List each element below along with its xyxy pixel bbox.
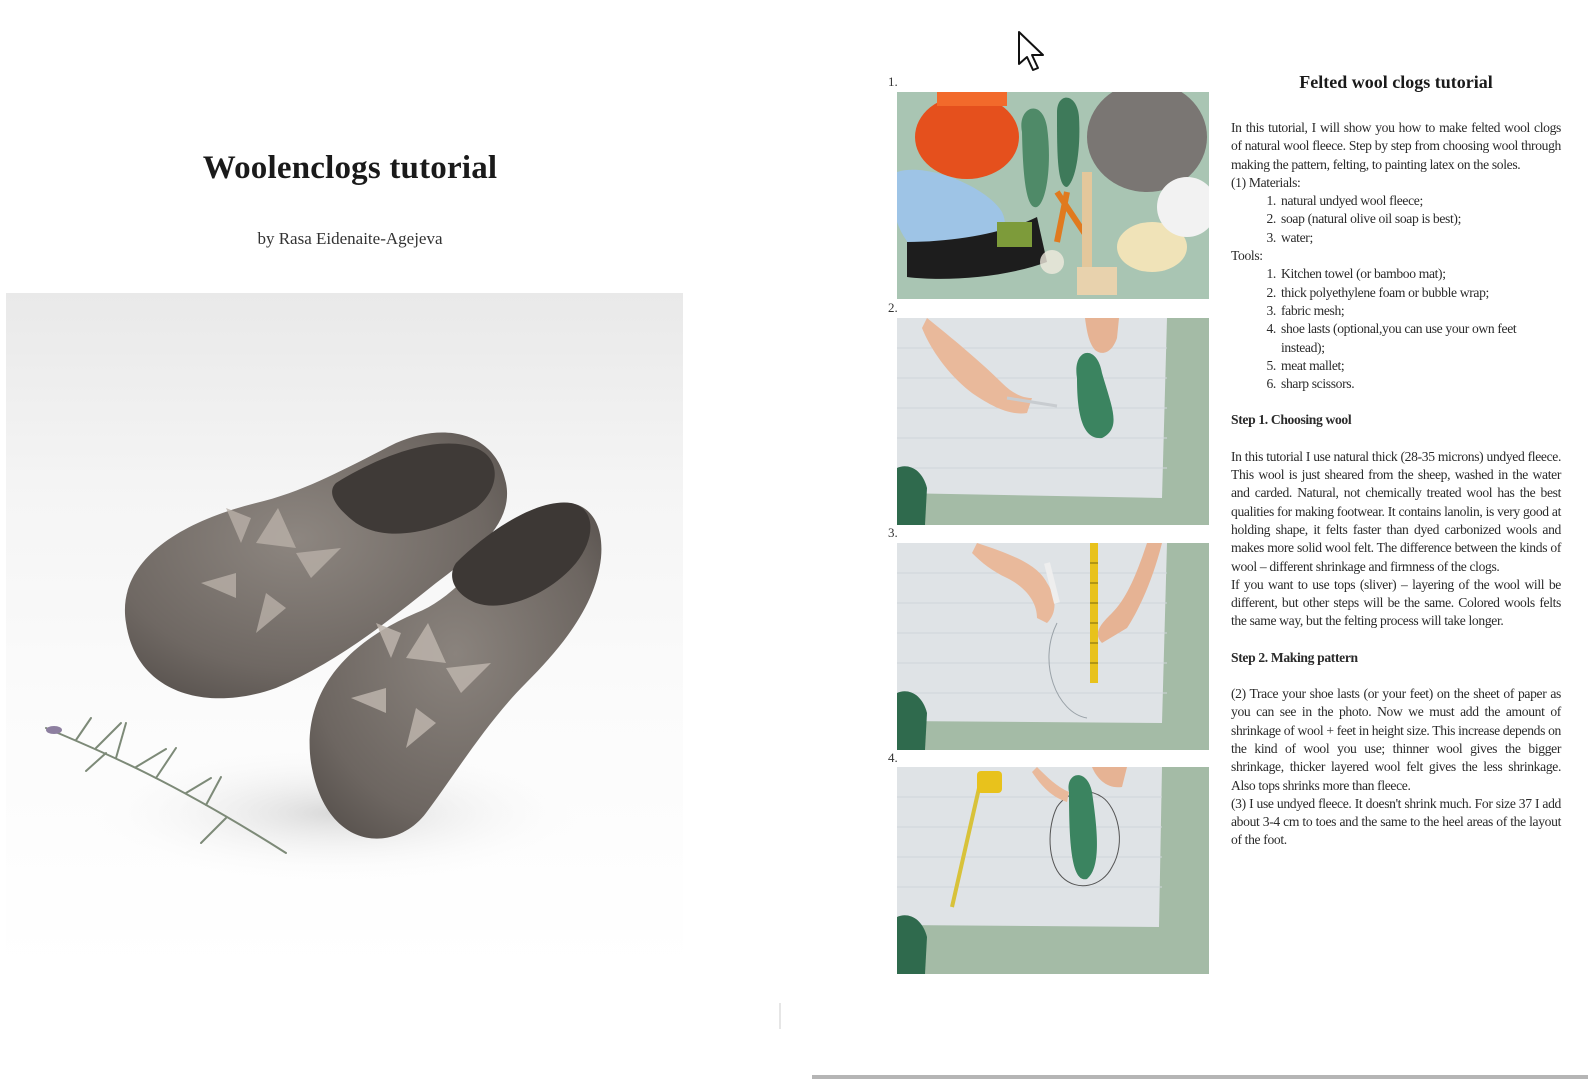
step-number: 2. [888,300,898,315]
step2-paragraph: (2) Trace your shoe lasts (or your feet) on the sheet of paper as you can see in the photo. Now we must add the amount of shrinkage of wool + feet in height size. This increase depends on the kind of wool you use; thinner wool gives the bigger shrinkage, thicker layered wool felt gives the less shrinkage. Also tops shrinks more than fleece. [1231,686,1561,793]
list-item: 6. sharp scissors. [1279,375,1561,393]
list-item: 3. fabric mesh; [1279,302,1561,320]
mouse-cursor-icon [1017,30,1045,74]
materials-list [1231,192,1561,247]
tracing-photo [897,318,1209,525]
materials-label: (1) Materials: [1231,174,1301,190]
step1-heading: Step 1. Choosing wool [1231,412,1352,428]
intro-paragraph: In this tutorial, I will show you how to make felted wool clogs of natural wool fleece. Step by step from choosing wool through making the pattern, felting, to painting latex on the soles. [1231,120,1561,172]
tools-label: Tools: [1231,248,1263,264]
cover-page [0,0,790,1081]
cover-title: Woolenclogs tutorial [202,150,498,186]
step1-paragraph-2: If you want to use tops (sliver) – layering of the wool will be different, but other steps will be the same. Colored wools felts the same way, but the felting process will take longer. [1231,576,1561,629]
step-number: 4. [888,750,898,765]
measuring-photo [897,543,1209,750]
page-bottom-edge [812,1075,1588,1079]
step2-paragraph-2: (3) I use undyed fleece. It doesn't shrink much. For size 37 I add about 3-4 cm to toes and the same to the heel areas of the layout of the foot. [1231,795,1561,848]
page-separator [779,1003,781,1029]
doc-title: Felted wool clogs tutorial [1299,72,1493,92]
cover-author: by Rasa Eidenaite-Agejeva [257,229,443,248]
step-number: 1. [888,74,898,89]
felted-clogs-photo [6,293,683,972]
step2-heading: Step 2. Making pattern [1231,649,1358,665]
list-item: 1. natural undyed wool fleece; [1279,192,1561,210]
list-item: 1. Kitchen towel (or bamboo mat); [1279,265,1561,283]
list-item: 3. water; [1279,229,1561,247]
list-item: 2. thick polyethylene foam or bubble wrap; [1279,284,1561,302]
list-item: 4. shoe lasts (optional,you can use your own feet instead); [1279,320,1561,357]
list-item: 2. soap (natural olive oil soap is best); [1279,210,1561,228]
tutorial-text [1231,119,1561,850]
step1-paragraph: In this tutorial I use natural thick (28-35 microns) undyed fleece. This wool is just sheared from the sheep, washed in the water and carded. Natural, not chemically treated wool has the best qualities for making footwear. It contains lanolin, is very good at holding shape, it felts faster than dyed carbonized wools and makes more solid wool felt. The difference between the kinds of wool – different shrinkage and firmness of the clogs. [1231,448,1561,574]
step-number: 3. [888,525,898,540]
tools-list [1231,265,1561,393]
materials-photo [897,92,1209,299]
list-item: 5. meat mallet; [1279,357,1561,375]
pattern-photo [897,767,1209,974]
